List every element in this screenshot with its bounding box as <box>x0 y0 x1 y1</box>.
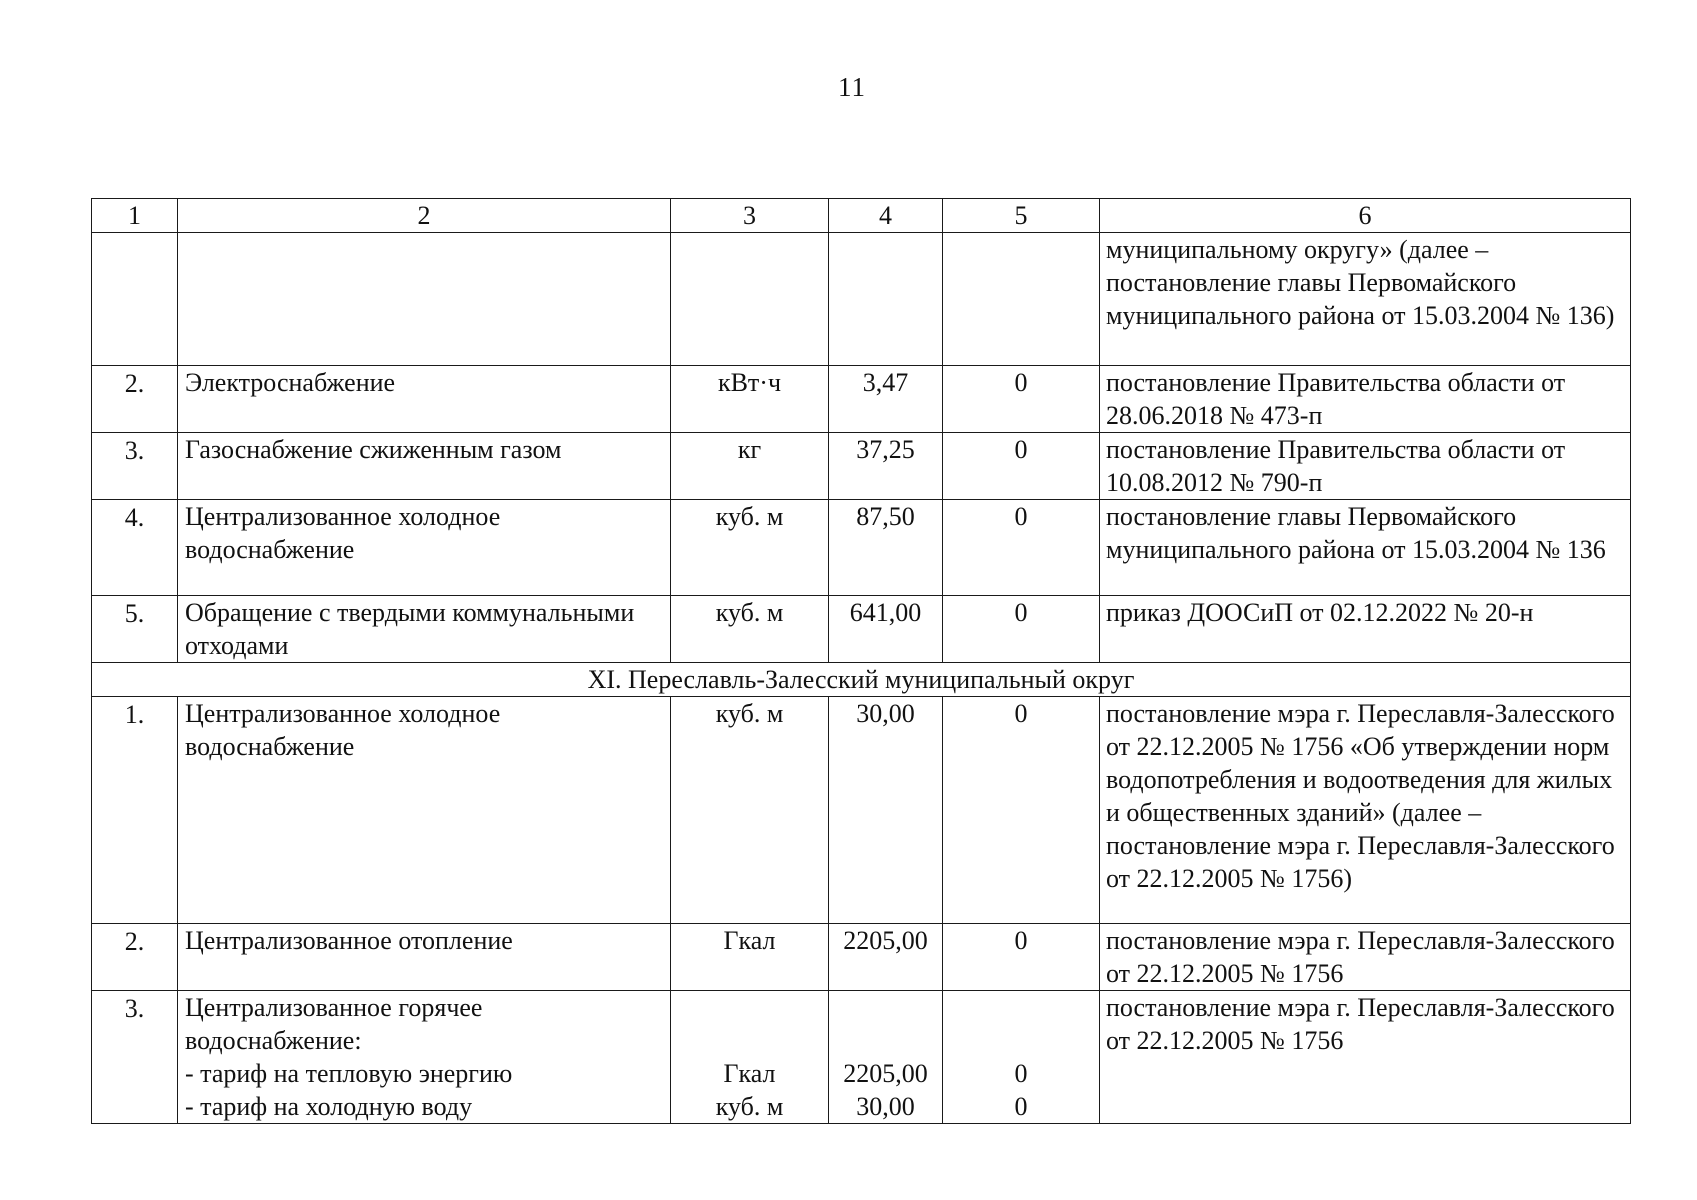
unit: кг <box>671 433 829 500</box>
value: 87,50 <box>829 500 943 596</box>
service-name: Централизованное холодное водоснабжение <box>178 500 671 596</box>
section-heading-row <box>92 663 1631 697</box>
norm: 0 <box>943 924 1100 991</box>
column-header-2: 2 <box>178 199 671 233</box>
norm: 0 <box>943 500 1100 596</box>
service-name <box>178 991 671 1124</box>
legal-document: постановление Правительства области от 10.08.2012 № 790-п <box>1100 433 1631 500</box>
norm <box>943 991 1100 1124</box>
row-number: 4. <box>92 500 178 596</box>
unit: куб. м <box>671 596 829 663</box>
legal-document: постановление мэра г. Переславля-Залесского от 22.12.2005 № 1756 «Об утверждении норм водопотребления и водоотведения для жилых и общественных зданий» (далее – постановление мэра г. Переславля-Залесского от 22.12.2005 № 1756) <box>1100 697 1631 924</box>
column-header-1: 1 <box>92 199 178 233</box>
service-name: Централизованное холодное водоснабжение <box>178 697 671 924</box>
table-row <box>92 596 1631 663</box>
sub-unit-cold-water: куб. м <box>715 1092 784 1121</box>
table-row <box>92 433 1631 500</box>
norm: 0 <box>943 366 1100 433</box>
legal-document: постановление главы Первомайского муниципального района от 15.03.2004 № 136 <box>1100 500 1631 596</box>
value: 3,47 <box>829 366 943 433</box>
sub-value-cold-water: 30,00 <box>856 1092 915 1121</box>
legal-document: постановление Правительства области от 28.06.2018 № 473-п <box>1100 366 1631 433</box>
unit <box>671 991 829 1124</box>
continuation-document: муниципальному округу» (далее – постановление главы Первомайского муниципального района от 15.03.2004 № 136) <box>1100 233 1631 366</box>
value: 641,00 <box>829 596 943 663</box>
table-row <box>92 697 1631 924</box>
value: 37,25 <box>829 433 943 500</box>
norm: 0 <box>943 697 1100 924</box>
legal-document: постановление мэра г. Переславля-Залесского от 22.12.2005 № 1756 <box>1100 991 1631 1124</box>
sub-item-cold-water: - тариф на холодную воду <box>185 1092 473 1121</box>
sub-norm-cold-water: 0 <box>1014 1092 1028 1121</box>
service-name: Газоснабжение сжиженным газом <box>178 433 671 500</box>
sub-unit-heat-energy: Гкал <box>723 1059 776 1088</box>
continuation-empty-unit <box>671 233 829 366</box>
table-row <box>92 500 1631 596</box>
section-heading: XI. Переславль-Залесский муниципальный округ <box>92 663 1631 697</box>
value <box>829 991 943 1124</box>
column-header-4: 4 <box>829 199 943 233</box>
spacer <box>835 991 936 1057</box>
table-row <box>92 991 1631 1124</box>
service-title: Централизованное горячее водоснабжение: <box>185 993 483 1055</box>
continuation-empty-value <box>829 233 943 366</box>
service-name: Электроснабжение <box>178 366 671 433</box>
unit: кВт·ч <box>671 366 829 433</box>
column-header-5: 5 <box>943 199 1100 233</box>
page-number: 11 <box>838 72 866 102</box>
row-number: 2. <box>92 366 178 433</box>
unit: Гкал <box>671 924 829 991</box>
value: 2205,00 <box>829 924 943 991</box>
continuation-empty-norm <box>943 233 1100 366</box>
continuation-empty-service <box>178 233 671 366</box>
row-number: 3. <box>92 991 178 1124</box>
table-row <box>92 924 1631 991</box>
continuation-empty-num <box>92 233 178 366</box>
sub-item-heat-energy: - тариф на тепловую энергию <box>185 1059 513 1088</box>
service-name: Обращение с твердыми коммунальными отходами <box>178 596 671 663</box>
sub-norm-heat-energy: 0 <box>1014 1059 1028 1088</box>
tariff-table <box>91 198 1631 1124</box>
norm: 0 <box>943 596 1100 663</box>
row-number: 2. <box>92 924 178 991</box>
sub-value-heat-energy: 2205,00 <box>843 1059 928 1088</box>
legal-document: постановление мэра г. Переславля-Залесского от 22.12.2005 № 1756 <box>1100 924 1631 991</box>
spacer <box>949 991 1093 1057</box>
norm: 0 <box>943 433 1100 500</box>
row-number: 5. <box>92 596 178 663</box>
spacer <box>677 991 822 1057</box>
value: 30,00 <box>829 697 943 924</box>
unit: куб. м <box>671 697 829 924</box>
table-header-row <box>92 199 1631 233</box>
unit: куб. м <box>671 500 829 596</box>
column-header-6: 6 <box>1100 199 1631 233</box>
table-row <box>92 366 1631 433</box>
service-name: Централизованное отопление <box>178 924 671 991</box>
row-number: 1. <box>92 697 178 924</box>
row-number: 3. <box>92 433 178 500</box>
table-row-continuation <box>92 233 1631 366</box>
legal-document: приказ ДООСиП от 02.12.2022 № 20-н <box>1100 596 1631 663</box>
column-header-3: 3 <box>671 199 829 233</box>
